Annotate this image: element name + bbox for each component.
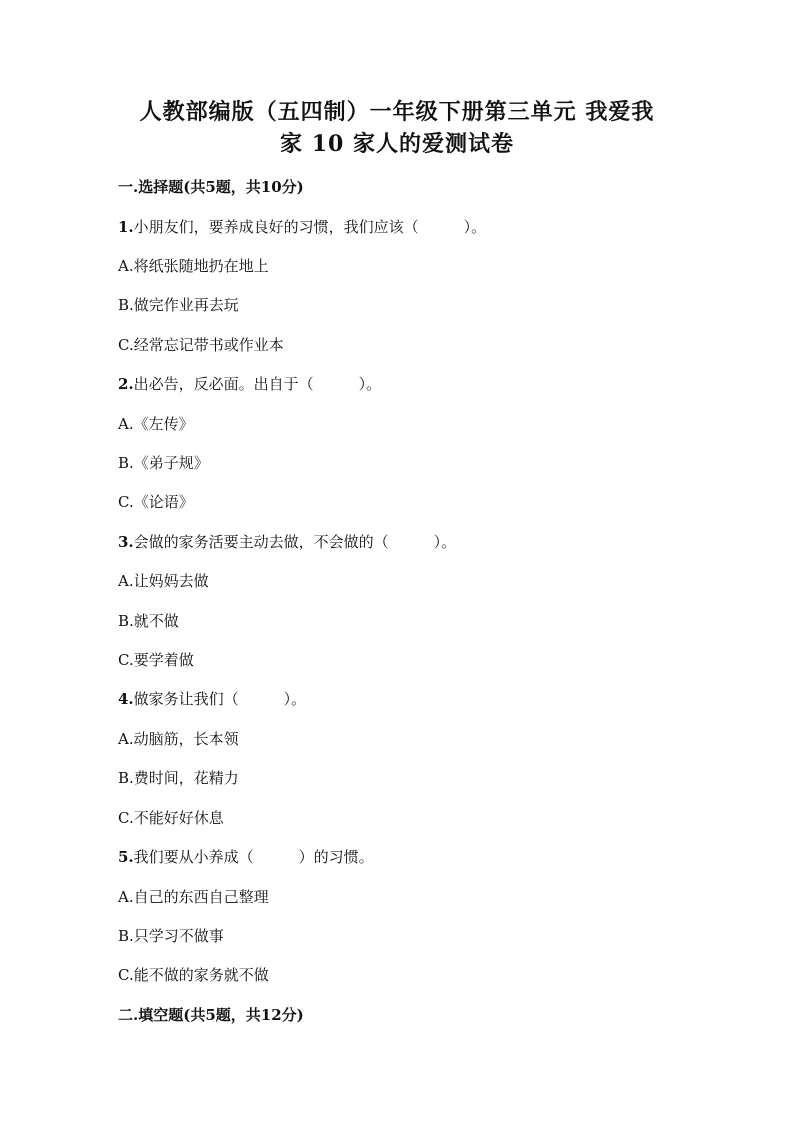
question-4-option-b: B.费时间，花精力 [118,769,239,787]
question-5 [118,846,374,868]
page-title-line-2: 家 10 家人的爱测试卷 [280,131,514,157]
question-5-option-c: C.能不做的家务就不做 [118,966,269,984]
section-heading-choice: 一.选择题(共5题，共10分) [118,178,304,196]
question-text: 出必告，反必面。出自于（ ）。 [133,375,382,393]
question-4 [118,688,306,710]
question-text: 小朋友们，要养成良好的习惯，我们应该（ ）。 [133,218,487,236]
question-number: 3. [118,533,134,551]
page-title-line-1: 人教部编版（五四制）一年级下册第三单元 我爱我 [139,99,655,125]
question-1-option-b: B.做完作业再去玩 [118,296,239,314]
question-2-option-c: C.《论语》 [118,493,194,511]
section-heading-fill-blank: 二.填空题(共5题，共12分) [118,1006,304,1024]
question-1-option-c: C.经常忘记带书或作业本 [118,336,284,354]
question-4-option-c: C.不能好好休息 [118,809,224,827]
question-3-option-c: C.要学着做 [118,651,194,669]
question-3 [118,531,456,553]
question-number: 1. [118,218,134,236]
question-number: 5. [118,848,134,866]
question-5-option-b: B.只学习不做事 [118,927,224,945]
question-5-option-a: A.自己的东西自己整理 [118,888,269,906]
question-2-option-b: B.《弟子规》 [118,454,209,472]
question-number: 4. [118,690,134,708]
question-1 [118,216,486,238]
question-text: 会做的家务活要主动去做，不会做的（ ）。 [133,533,457,551]
question-1-option-a: A.将纸张随地扔在地上 [118,257,269,275]
question-2 [118,373,381,395]
question-text: 做家务让我们（ ）。 [133,690,307,708]
question-number: 2. [118,375,134,393]
question-text: 我们要从小养成（ ）的习惯。 [133,848,374,866]
question-4-option-a: A.动脑筋，长本领 [118,730,239,748]
question-3-option-a: A.让妈妈去做 [118,572,209,590]
question-2-option-a: A.《左传》 [118,415,194,433]
question-3-option-b: B.就不做 [118,612,179,630]
